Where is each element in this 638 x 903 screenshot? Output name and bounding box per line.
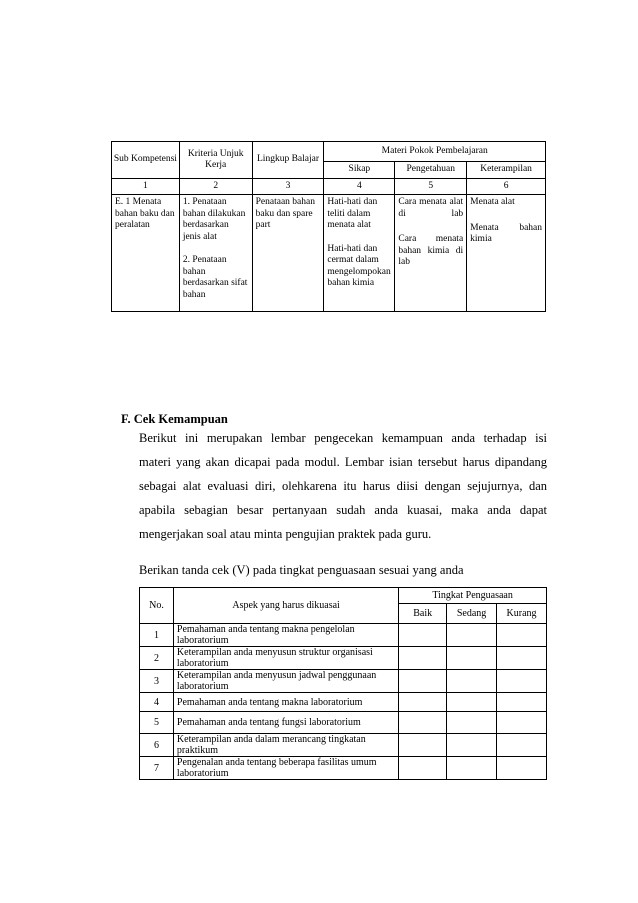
section-heading: F. Cek Kemampuan	[121, 412, 228, 426]
table-row	[140, 624, 547, 647]
sikap-item-2: Hati-hati dan cermat dalam mengelompokan bahan kimia	[327, 243, 391, 288]
col-number: 5	[395, 179, 467, 195]
col-number: 1	[112, 179, 180, 195]
keterampilan-item-2: Menata bahan kimia	[470, 222, 542, 244]
col-number: 6	[467, 179, 546, 195]
check-kurang[interactable]	[497, 712, 547, 734]
paragraph-line: materi yang akan dicapai pada modul. Lembar isian tersebut harus dipandang	[139, 455, 547, 469]
row-aspect: Pemahaman anda tentang makna pengelolan laboratorium	[173, 624, 398, 647]
check-baik[interactable]	[399, 647, 447, 670]
col-number: 3	[252, 179, 324, 195]
cell-pengetahuan	[395, 195, 467, 312]
pengetahuan-item-1: Cara menata alat di lab	[398, 197, 464, 219]
check-kurang[interactable]	[497, 624, 547, 647]
table-row	[140, 757, 547, 780]
check-sedang[interactable]	[447, 647, 497, 670]
row-number: 4	[140, 693, 174, 712]
header-sub-kompetensi: Sub Kompetensi	[112, 142, 180, 179]
check-baik[interactable]	[399, 624, 447, 647]
row-aspect: Keterampilan anda menyusun struktur organisasi laboratorium	[173, 647, 398, 670]
table-row	[140, 734, 547, 757]
check-kurang[interactable]	[497, 693, 547, 712]
header-tingkat: Tingkat Penguasaan	[399, 588, 547, 604]
col-number: 2	[179, 179, 252, 195]
header-pengetahuan: Pengetahuan	[395, 162, 467, 179]
table-row	[140, 712, 547, 734]
header-kriteria: Kriteria Unjuk Kerja	[179, 142, 252, 179]
header-materi: Materi Pokok Pembelajaran	[324, 142, 546, 162]
check-baik[interactable]	[399, 757, 447, 780]
cell-kriteria	[179, 195, 252, 312]
competency-table	[111, 141, 546, 312]
row-number: 6	[140, 734, 174, 757]
check-kurang[interactable]	[497, 734, 547, 757]
check-baik[interactable]	[399, 734, 447, 757]
header-no: No.	[140, 588, 174, 624]
header-lingkup: Lingkup Balajar	[252, 142, 324, 179]
row-aspect: Keterampilan anda menyusun jadwal penggunaan laboratorium	[173, 670, 398, 693]
instruction-text: Berikan tanda cek (V) pada tingkat penguasaan sesuai yang anda	[139, 563, 464, 577]
row-aspect: Pengenalan anda tentang beberapa fasilitas umum laboratorium	[173, 757, 398, 780]
cell-sub-kompetensi: E. 1 Menata bahan baku dan peralatan	[112, 195, 180, 312]
section-paragraph	[139, 426, 547, 546]
row-aspect: Pemahaman anda tentang makna laboratorium	[173, 693, 398, 712]
check-sedang[interactable]	[447, 757, 497, 780]
table-row	[140, 647, 547, 670]
self-assessment-table	[139, 587, 547, 780]
row-aspect: Keterampilan anda dalam merancang tingkatan praktikum	[173, 734, 398, 757]
row-number: 5	[140, 712, 174, 734]
check-sedang[interactable]	[447, 693, 497, 712]
check-sedang[interactable]	[447, 734, 497, 757]
pengetahuan-item-2: Cara menata bahan kimia di lab	[398, 234, 464, 267]
check-sedang[interactable]	[447, 670, 497, 693]
row-number: 1	[140, 624, 174, 647]
table-row	[140, 693, 547, 712]
check-sedang[interactable]	[447, 712, 497, 734]
cell-keterampilan	[467, 195, 546, 312]
check-baik[interactable]	[399, 712, 447, 734]
table-row	[140, 670, 547, 693]
header-baik: Baik	[399, 604, 447, 624]
row-aspect: Pemahaman anda tentang fungsi laboratorium	[173, 712, 398, 734]
keterampilan-item-1: Menata alat	[470, 197, 515, 207]
cell-sikap	[324, 195, 395, 312]
check-kurang[interactable]	[497, 647, 547, 670]
check-sedang[interactable]	[447, 624, 497, 647]
kriteria-item-1: 1. Penataan bahan dilakukan berdasarkan jenis alat	[182, 197, 246, 242]
row-number: 3	[140, 670, 174, 693]
sikap-item-1: Hati-hati dan teliti dalam menata alat	[327, 197, 378, 230]
cell-lingkup: Penataan bahan baku dan spare part	[252, 195, 324, 312]
paragraph-line: apabila sebagian besar pertanyaan sudah anda kuasai, maka anda dapat	[139, 503, 547, 517]
paragraph-line: mengerjakan soal atau minta pengujian praktek pada guru.	[139, 527, 432, 541]
paragraph-line: Berikut ini merupakan lembar pengecekan kemampuan anda terhadap isi	[139, 431, 547, 445]
header-aspek: Aspek yang harus dikuasai	[173, 588, 398, 624]
row-number: 7	[140, 757, 174, 780]
col-number: 4	[324, 179, 395, 195]
check-baik[interactable]	[399, 670, 447, 693]
header-keterampilan: Keterampilan	[467, 162, 546, 179]
header-kurang: Kurang	[497, 604, 547, 624]
paragraph-line: sebagai alat evaluasi diri, olehkarena itu harus diisi dengan sejujurnya, dan	[139, 479, 547, 493]
kriteria-item-2: 2. Penataan bahan berdasarkan sifat bahan	[182, 255, 248, 300]
header-sikap: Sikap	[324, 162, 395, 179]
check-baik[interactable]	[399, 693, 447, 712]
row-number: 2	[140, 647, 174, 670]
check-kurang[interactable]	[497, 670, 547, 693]
check-kurang[interactable]	[497, 757, 547, 780]
header-sedang: Sedang	[447, 604, 497, 624]
